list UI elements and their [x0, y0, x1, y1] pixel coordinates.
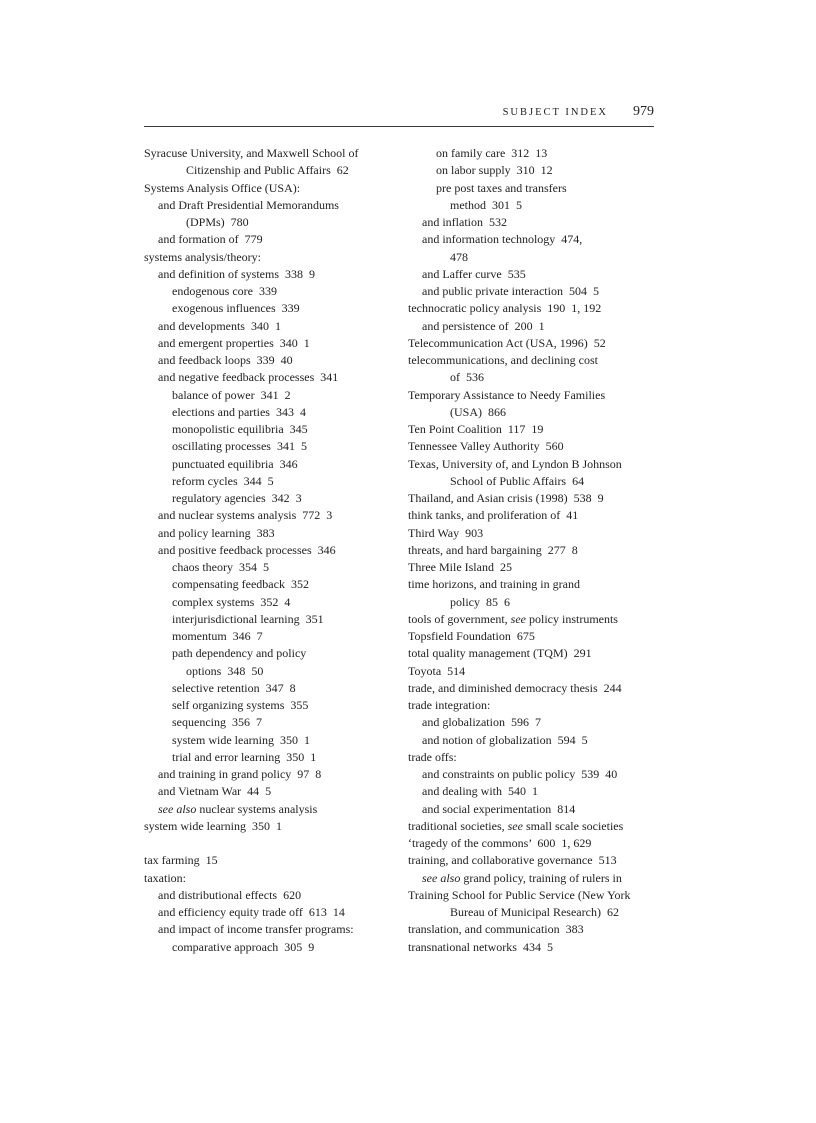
- index-entry: and formation of 779: [158, 232, 263, 247]
- index-entry: and negative feedback processes 341: [158, 370, 339, 385]
- index-entry: and inflation 532: [422, 215, 507, 229]
- cross-reference-label: see: [510, 611, 526, 626]
- index-entry: elections and parties 343 4: [172, 404, 306, 419]
- index-entry: see also nuclear systems analysis: [158, 801, 318, 816]
- index-entry: training, and collaborative governance 513: [408, 853, 617, 868]
- index-entry: balance of power 341 2: [172, 387, 291, 402]
- index-entry: and constraints on public policy 539 40: [422, 767, 618, 781]
- index-entry: complex systems 352 4: [172, 594, 291, 609]
- index-entry: think tanks, and proliferation of 41: [408, 508, 579, 523]
- index-entry: systems analysis/theory:: [144, 249, 261, 264]
- index-entry: Training School for Public Service (New York: [408, 887, 631, 902]
- index-entry: on labor supply 310 12: [436, 163, 553, 178]
- index-entry: options 348 50: [186, 663, 264, 678]
- index-entry: and positive feedback processes 346: [158, 542, 336, 557]
- index-entry: time horizons, and training in grand: [408, 577, 580, 592]
- index-entry: tools of government, see policy instruments: [408, 611, 618, 626]
- index-entry: system wide learning 350 1: [172, 732, 310, 747]
- index-entry: (USA) 866: [450, 404, 506, 419]
- index-entry: interjurisdictional learning 351: [172, 611, 324, 626]
- page-number: 979: [633, 104, 654, 119]
- index-entry: policy 85 6: [450, 594, 510, 609]
- index-entry: Topsfield Foundation 675: [408, 629, 535, 643]
- index-entry: traditional societies, see small scale societies: [408, 818, 624, 833]
- index-entry: and Draft Presidential Memorandums: [158, 197, 339, 212]
- index-entry: pre post taxes and transfers: [436, 180, 567, 195]
- index-entry: and emergent properties 340 1: [158, 335, 310, 350]
- index-entry: Systems Analysis Office (USA):: [144, 180, 301, 195]
- index-entry: chaos theory 354 5: [172, 560, 269, 574]
- index-entry: Syracuse University, and Maxwell School of: [144, 146, 359, 160]
- index-entry: total quality management (TQM) 291: [408, 646, 592, 661]
- index-entry: (DPMs) 780: [186, 215, 249, 229]
- index-entry: and definition of systems 338 9: [158, 266, 315, 281]
- index-entry: and policy learning 383: [158, 525, 275, 540]
- index-entry: momentum 346 7: [172, 629, 263, 643]
- index-entry: and nuclear systems analysis 772 3: [158, 508, 333, 523]
- index-entry: method 301 5: [450, 197, 522, 212]
- running-header: [144, 104, 654, 127]
- index-entry: regulatory agencies 342 3: [172, 491, 302, 505]
- index-entry: and dealing with 540 1: [422, 784, 538, 799]
- index-entry: reform cycles 344 5: [172, 473, 274, 488]
- cross-reference-label: see also: [158, 801, 197, 816]
- index-column-right: [408, 145, 658, 956]
- index-entry: ‘tragedy of the commons’ 600 1, 629: [408, 836, 592, 850]
- index-entry: of 536: [450, 370, 484, 385]
- index-entry: and persistence of 200 1: [422, 318, 545, 333]
- index-entry: tax farming 15: [144, 853, 218, 868]
- index-entry: Toyota 514: [408, 663, 466, 678]
- index-column-left: [144, 145, 399, 956]
- index-entry: trial and error learning 350 1: [172, 749, 317, 764]
- index-entry: system wide learning 350 1: [144, 818, 282, 833]
- index-entry: path dependency and policy: [172, 646, 307, 661]
- index-entry: Texas, University of, and Lyndon B Johnson: [408, 456, 622, 471]
- index-entry: and Vietnam War 44 5: [158, 784, 272, 799]
- index-entry: Telecommunication Act (USA, 1996) 52: [408, 335, 606, 350]
- index-entry: taxation:: [144, 870, 186, 885]
- index-entry: and social experimentation 814: [422, 801, 576, 816]
- index-entry: Tennessee Valley Authority 560: [408, 439, 564, 454]
- index-entry: threats, and hard bargaining 277 8: [408, 542, 578, 557]
- cross-reference-label: see also: [422, 870, 461, 885]
- index-entry: punctuated equilibria 346: [172, 456, 298, 471]
- index-entry: comparative approach 305 9: [172, 939, 315, 954]
- index-entry: selective retention 347 8: [172, 680, 296, 695]
- index-entry: and developments 340 1: [158, 318, 281, 333]
- index-entry: trade offs:: [408, 749, 457, 764]
- index-entry: and distributional effects 620: [158, 887, 302, 902]
- index-entry: and notion of globalization 594 5: [422, 732, 588, 747]
- running-header-title: SUBJECT INDEX: [502, 107, 608, 118]
- index-entry: and public private interaction 504 5: [422, 284, 599, 298]
- index-entry: and impact of income transfer programs:: [158, 922, 354, 937]
- index-entry: translation, and communication 383: [408, 922, 584, 937]
- index-entry: see also grand policy, training of rulers in: [422, 870, 622, 885]
- index-entry: trade integration:: [408, 698, 491, 712]
- index-entry: School of Public Affairs 64: [450, 473, 585, 488]
- index-entry: sequencing 356 7: [172, 715, 262, 730]
- index-entry: Thailand, and Asian crisis (1998) 538 9: [408, 491, 604, 505]
- index-entry: telecommunications, and declining cost: [408, 353, 598, 367]
- index-entry: Three Mile Island 25: [408, 560, 512, 574]
- index-entry: 478: [450, 249, 468, 264]
- index-entry: Third Way 903: [408, 525, 484, 540]
- index-entry: monopolistic equilibria 345: [172, 422, 308, 436]
- index-entry: [144, 835, 399, 852]
- index-entry: transnational networks 434 5: [408, 939, 553, 954]
- index-entry: on family care 312 13: [436, 146, 548, 160]
- index-entry: self organizing systems 355: [172, 698, 309, 712]
- index-entry: oscillating processes 341 5: [172, 439, 307, 454]
- index-entry: Ten Point Coalition 117 19: [408, 422, 544, 436]
- index-entry: and feedback loops 339 40: [158, 353, 293, 367]
- cross-reference-label: see: [507, 818, 523, 833]
- index-entry: and efficiency equity trade off 613 14: [158, 905, 345, 919]
- index-entry: compensating feedback 352: [172, 577, 309, 592]
- index-entry: and information technology 474,: [422, 232, 583, 247]
- index-entry: and training in grand policy 97 8: [158, 767, 322, 781]
- index-entry: endogenous core 339: [172, 284, 277, 298]
- index-entry: Bureau of Municipal Research) 62: [450, 905, 619, 919]
- index-entry: and Laffer curve 535: [422, 266, 526, 281]
- index-entry: and globalization 596 7: [422, 715, 541, 730]
- index-entry: technocratic policy analysis 190 1, 192: [408, 301, 602, 316]
- index-entry: Temporary Assistance to Needy Families: [408, 387, 606, 402]
- index-entry: exogenous influences 339: [172, 301, 300, 316]
- index-entry: trade, and diminished democracy thesis 244: [408, 680, 622, 695]
- index-entry: Citizenship and Public Affairs 62: [186, 163, 349, 178]
